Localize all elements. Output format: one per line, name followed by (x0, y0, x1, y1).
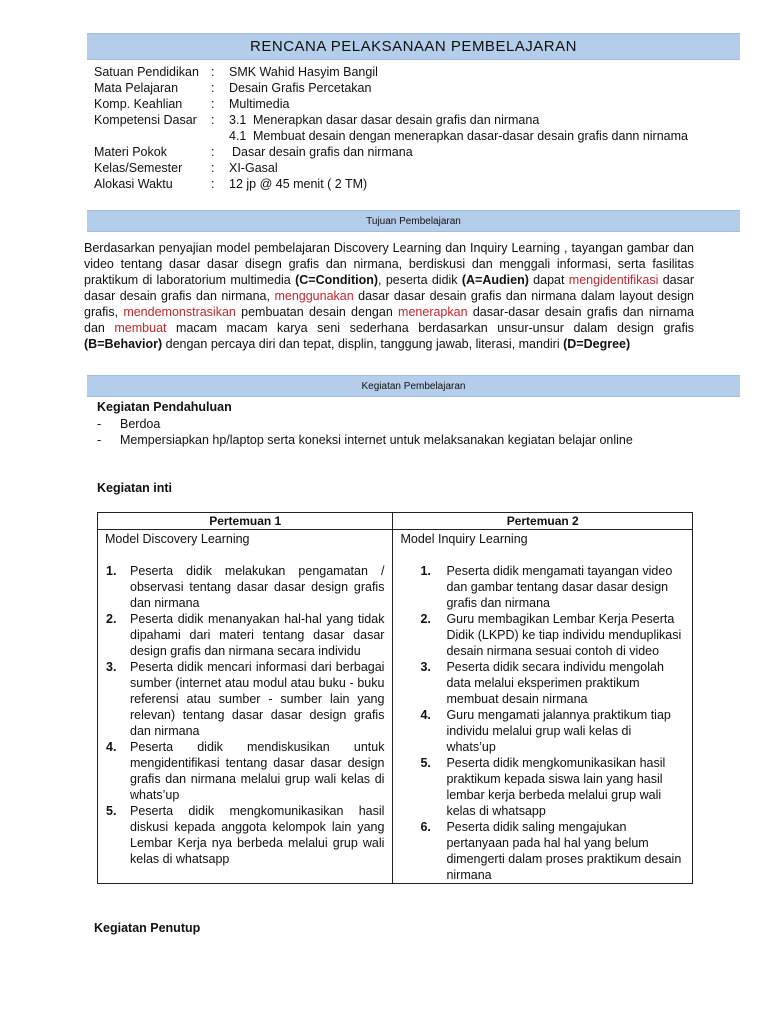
objective-text: dasar dasar desain grafis dan nirmana dalam layout design grafis, (84, 289, 694, 319)
step-number: 5. (420, 756, 431, 770)
step-text: Peserta didik melakukan pengamatan / observasi tentang dasar dasar design grafis dan nirmana (130, 564, 385, 610)
step-item (105, 659, 384, 739)
identity-value: Multimedia (229, 97, 290, 111)
step-item (400, 611, 684, 659)
step-number: 3. (106, 660, 117, 674)
objective-text: , peserta didik (378, 273, 462, 287)
identity-row-kelas (94, 160, 744, 176)
kd-item (229, 128, 744, 144)
list-item (97, 432, 687, 448)
objectives-header: Tujuan Pembelajaran (366, 215, 461, 227)
objectives-header-bar (87, 210, 740, 232)
identity-label: Materi Pokok (94, 145, 167, 159)
kd-number: 3.1 (229, 113, 247, 127)
meeting-1-model: Model Discovery Learning (105, 532, 250, 546)
step-item (105, 803, 384, 867)
objective-verb-highlight: membuat (114, 321, 167, 335)
identity-colon: : (211, 97, 215, 111)
step-number: 4. (106, 740, 117, 754)
step-item (105, 611, 384, 659)
step-text: Peserta didik mengkomunikasikan hasil diskusi kepada anggota kelompok lain yang Lembar Kerja nya berbeda melalui grup wali kelas di whatsapp (130, 804, 385, 866)
step-item (105, 563, 384, 611)
step-text: Peserta didik mendiskusikan untuk mengidentifikasi tentang dasar dasar design grafis dan nirmana melalui grup wali kelas di whats’up (130, 740, 385, 802)
intro-section-title: Kegiatan Pendahuluan (97, 400, 232, 414)
document-title-bar (87, 33, 740, 60)
step-number: 1. (106, 564, 117, 578)
core-section-title: Kegiatan inti (97, 481, 173, 495)
step-number: 5. (106, 804, 117, 818)
step-number: 6. (420, 820, 431, 834)
meeting-1-steps (105, 563, 384, 867)
step-number: 3. (420, 660, 431, 674)
kd-list (229, 112, 744, 144)
step-item (400, 819, 684, 883)
step-text: Peserta didik mengkomunikasikan hasil praktikum kepada siswa lain yang hasil lembar kerja berbeda melalui grup wali kelas di whatsapp (446, 756, 666, 818)
identity-value: Dasar desain grafis dan nirmana (232, 145, 413, 159)
list-item (97, 416, 687, 432)
list-dash: - (97, 433, 102, 447)
identity-row-alokasi (94, 176, 744, 192)
objective-bold: (B=Behavior) (84, 337, 163, 351)
meeting-2-steps (400, 563, 684, 883)
step-item (400, 755, 684, 819)
step-text: Peserta didik saling mengajukan pertanyaan pada hal hal yang belum dimengerti dalam proses praktikum desain nirmana (446, 820, 682, 882)
objective-bold: (A=Audien) (461, 273, 529, 287)
meeting-1-header: Pertemuan 1 (98, 513, 393, 530)
table-header-row (98, 513, 693, 530)
objective-bold: (C=Condition) (295, 273, 379, 287)
identity-colon: : (211, 65, 215, 79)
identity-colon: : (211, 81, 215, 95)
step-text: Peserta didik mencari informasi dari berbagai sumber (internet atau modul atau buku - buku referensi atau sumber - sumber lain yang relevan) tentang dasar dasar design grafis dan nirmana (130, 660, 385, 738)
step-text: Guru membagikan Lembar Kerja Peserta Didik (LKPD) ke tiap individu menduplikasi desain nirmana sesuai contoh di video (446, 612, 682, 658)
objective-verb-highlight: mengidentifikasi (568, 273, 659, 287)
step-number: 2. (420, 612, 431, 626)
objective-text: macam macam karya seni sederhana berdasarkan unsur-unsur dalam design grafis (166, 321, 694, 335)
objective-text: dasar dasar desain grafis dan nirmana, (84, 273, 695, 303)
kd-item (229, 112, 744, 128)
meeting-2-model: Model Inquiry Learning (400, 532, 528, 546)
identity-label: Alokasi Waktu (94, 177, 173, 191)
list-item-text: Mempersiapkan hp/laptop serta koneksi internet untuk melaksanakan kegiatan belajar online (120, 433, 633, 447)
objective-text: pembuatan desain dengan (235, 305, 399, 319)
identity-colon: : (211, 161, 215, 175)
objective-text: dasar-dasar desain grafis dan nirnama dan (84, 305, 694, 335)
objective-text: Berdasarkan penyajian model pembelajaran Discovery Learning dan Inquiry Learning , tayangan gambar dan video tentang dasar dasar disegn grafis dan nirmana, berdiskusi dan menggali informasi, serta fasilitas praktikum di laboratorium multimedia (84, 241, 694, 287)
step-item (400, 563, 684, 611)
identity-row-mapel (94, 80, 744, 96)
intro-list (97, 416, 687, 448)
identity-label: Kompetensi Dasar (94, 113, 197, 127)
meeting-2-header: Pertemuan 2 (393, 513, 693, 530)
list-dash: - (97, 417, 102, 431)
closing-section-title: Kegiatan Penutup (94, 921, 201, 935)
step-text: Peserta didik menanyakan hal-hal yang tidak dipahami dari materi tentang dasar dasar design grafis dan nirmana secara individu (130, 612, 385, 658)
step-number: 1. (420, 564, 431, 578)
step-item (400, 707, 684, 755)
identity-value: Desain Grafis Percetakan (229, 81, 372, 95)
kd-number: 4.1 (229, 129, 247, 143)
step-number: 2. (106, 612, 117, 626)
kd-text: Membuat desain dengan menerapkan dasar-dasar desain grafis dann nirnama (253, 129, 688, 143)
identity-colon: : (211, 113, 215, 127)
step-text: Peserta didik mengamati tayangan video dan gambar tentang dasar dasar design grafis dan nirmana (446, 564, 673, 610)
objective-text: dapat (528, 273, 569, 287)
identity-block (94, 64, 744, 192)
step-item (400, 659, 684, 707)
identity-row-satuan (94, 64, 744, 80)
meeting-1-cell (98, 530, 393, 884)
identity-colon: : (211, 177, 215, 191)
identity-row-materi (94, 144, 744, 160)
identity-label: Kelas/Semester (94, 161, 183, 175)
objective-verb-highlight: menerapkan (398, 305, 468, 319)
step-text: Peserta didik secara individu mengolah data melalui eksperimen praktikum membuat desain nirmana (446, 660, 664, 706)
identity-colon: : (211, 145, 215, 159)
objective-text: dengan percaya diri dan tepat, displin, tanggung jawab, literasi, mandiri (162, 337, 564, 351)
identity-row-kd (94, 112, 744, 144)
identity-row-komp (94, 96, 744, 112)
objectives-paragraph (84, 240, 694, 352)
meetings-table (97, 512, 693, 884)
activities-header-bar (87, 375, 740, 397)
identity-label: Komp. Keahlian (94, 97, 183, 111)
meeting-2-cell (393, 530, 693, 884)
identity-label: Satuan Pendidikan (94, 65, 199, 79)
objective-bold: (D=Degree) (563, 337, 631, 351)
identity-value: SMK Wahid Hasyim Bangil (229, 65, 378, 79)
step-text: Guru mengamati jalannya praktikum tiap individu melalui grup wali kelas di whats’up (446, 708, 671, 754)
list-item-text: Berdoa (120, 417, 161, 431)
activities-header: Kegiatan Pembelajaran (361, 380, 466, 392)
objective-verb-highlight: menggunakan (274, 289, 354, 303)
table-row (98, 530, 693, 884)
step-item (105, 739, 384, 803)
objective-verb-highlight: mendemonstrasikan (123, 305, 236, 319)
identity-value: 12 jp @ 45 menit ( 2 TM) (229, 177, 368, 191)
kd-text: Menerapkan dasar dasar desain grafis dan nirmana (253, 113, 540, 127)
step-number: 4. (420, 708, 431, 722)
identity-value: XI-Gasal (229, 161, 278, 175)
identity-label: Mata Pelajaran (94, 81, 179, 95)
document-title: RENCANA PELAKSANAAN PEMBELAJARAN (250, 38, 577, 55)
